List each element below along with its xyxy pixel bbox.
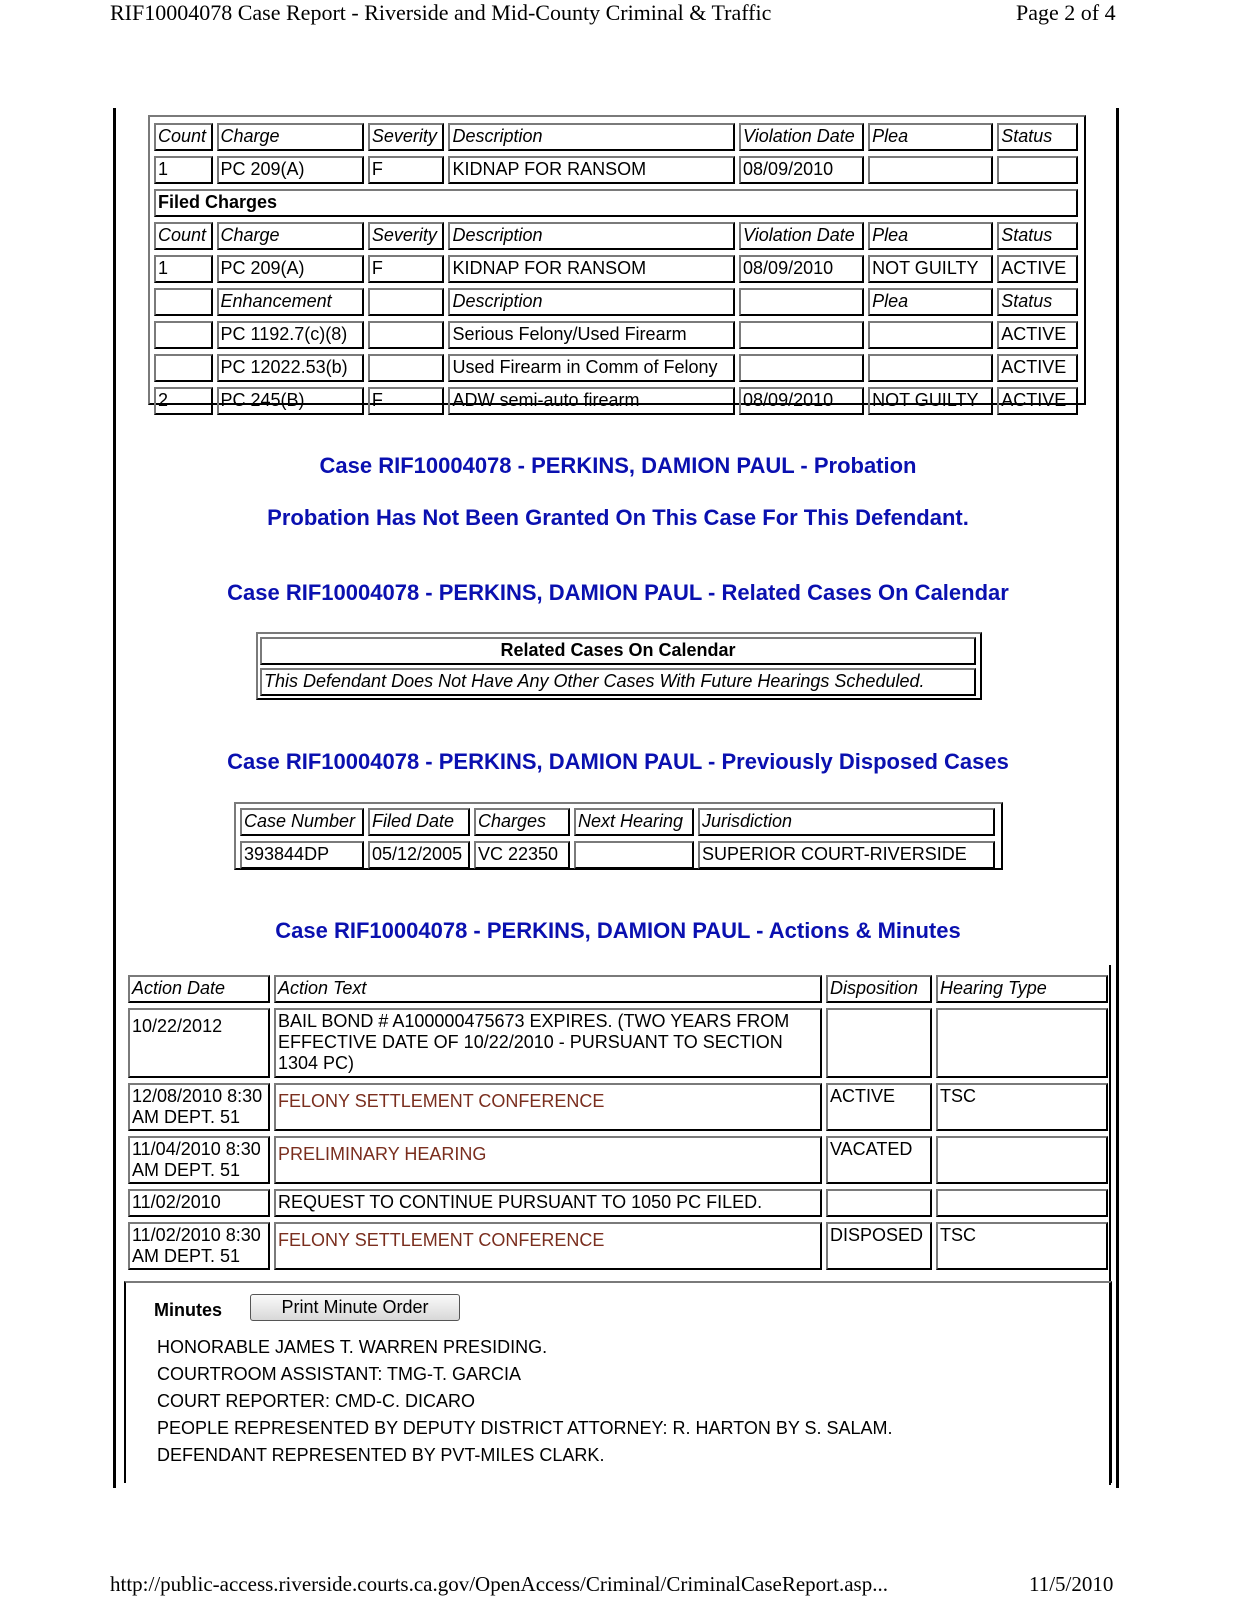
col-case-number: Case Number (240, 808, 364, 836)
col-hearing-type: Hearing Type (936, 975, 1108, 1003)
cell (868, 156, 993, 184)
col-filed-date: Filed Date (368, 808, 470, 836)
right-frame-line (1116, 108, 1119, 1488)
action-disposition: DISPOSED (826, 1222, 932, 1270)
action-date: 11/02/2010 8:30 AM DEPT. 51 (128, 1222, 270, 1270)
col-severity: Severity (368, 123, 445, 151)
action-hearing-type (936, 1008, 1108, 1078)
cell: PC 12022.53(b) (217, 354, 364, 382)
filed-charges-label: Filed Charges (154, 189, 1078, 217)
cell (739, 354, 864, 382)
cell: NOT GUILTY (868, 387, 993, 415)
cell: ADW semi-auto firearm (448, 387, 735, 415)
related-header-row (260, 637, 976, 665)
related-table-header: Related Cases On Calendar (260, 637, 976, 665)
cell (368, 288, 445, 316)
cell: PC 209(A) (217, 156, 364, 184)
related-message-row (260, 668, 976, 696)
probation-message: Probation Has Not Been Granted On This Case For This Defendant. (267, 505, 969, 530)
footer-date: 11/5/2010 (1029, 1572, 1114, 1596)
cell: Plea (868, 288, 993, 316)
cell: 05/12/2005 (368, 841, 470, 869)
col-charges: Charges (474, 808, 570, 836)
cell: 393844DP (240, 841, 364, 869)
action-date: 12/08/2010 8:30 AM DEPT. 51 (128, 1083, 270, 1131)
footer-url[interactable]: http://public-access.riverside.courts.ca.gov/OpenAccess/Criminal/CriminalCaseReport.asp... (110, 1572, 888, 1596)
col-count: Count (154, 222, 213, 250)
cell: F (368, 387, 445, 415)
cell: KIDNAP FOR RANSOM (448, 156, 735, 184)
col-charge: Charge (217, 123, 364, 151)
charges-table (150, 118, 1082, 420)
action-disposition: ACTIVE (826, 1083, 932, 1131)
cell: F (368, 156, 445, 184)
actions-heading: Case RIF10004078 - PERKINS, DAMION PAUL - Actions & Minutes (275, 918, 961, 943)
action-disposition (826, 1189, 932, 1217)
cell: Serious Felony/Used Firearm (448, 321, 735, 349)
cell: PC 1192.7(c)(8) (217, 321, 364, 349)
col-violation-date: Violation Date (739, 222, 864, 250)
disposed-header-row (240, 808, 995, 836)
col-description: Description (448, 123, 735, 151)
cell: Enhancement (217, 288, 364, 316)
cell: Status (997, 288, 1078, 316)
cell: VC 22350 (474, 841, 570, 869)
cell (868, 354, 993, 382)
filed-charges-row (154, 189, 1078, 217)
cell: ACTIVE (997, 354, 1078, 382)
col-violation-date: Violation Date (739, 123, 864, 151)
col-charge: Charge (217, 222, 364, 250)
minutes-label: Minutes (154, 1300, 223, 1320)
related-cases-heading: Case RIF10004078 - PERKINS, DAMION PAUL - Related Cases On Calendar (227, 580, 1009, 605)
page-number: Page 2 of 4 (1016, 0, 1116, 25)
cell: 1 (154, 255, 213, 283)
table-row[interactable] (128, 1083, 1108, 1131)
left-frame-line (113, 108, 116, 1488)
col-count: Count (154, 123, 213, 151)
print-minute-order-button[interactable]: Print Minute Order (250, 1294, 460, 1321)
cell: ACTIVE (997, 255, 1078, 283)
cell (154, 354, 213, 382)
col-action-text: Action Text (274, 975, 822, 1003)
col-plea: Plea (868, 222, 993, 250)
col-jurisdiction: Jurisdiction (698, 808, 995, 836)
table-row (154, 354, 1078, 382)
cell: F (368, 255, 445, 283)
table-row (128, 1008, 1108, 1078)
col-status: Status (997, 222, 1078, 250)
cell: 08/09/2010 (739, 156, 864, 184)
cell: ACTIVE (997, 387, 1078, 415)
minute-line: COURT REPORTER: CMD-C. DICARO (157, 1391, 476, 1411)
charges-header-row (154, 123, 1078, 151)
action-text: REQUEST TO CONTINUE PURSUANT TO 1050 PC FILED. (274, 1189, 822, 1217)
table-row[interactable] (128, 1136, 1108, 1184)
action-text-link[interactable]: FELONY SETTLEMENT CONFERENCE (274, 1083, 822, 1131)
col-status: Status (997, 123, 1078, 151)
action-date: 10/22/2012 (128, 1008, 270, 1078)
action-hearing-type (936, 1136, 1108, 1184)
cell: PC 209(A) (217, 255, 364, 283)
cell: KIDNAP FOR RANSOM (448, 255, 735, 283)
cell: NOT GUILTY (868, 255, 993, 283)
cell: SUPERIOR COURT-RIVERSIDE (698, 841, 995, 869)
action-hearing-type: TSC (936, 1222, 1108, 1270)
actions-table (124, 970, 1112, 1275)
minute-line: PEOPLE REPRESENTED BY DEPUTY DISTRICT ATTORNEY: R. HARTON BY S. SALAM. (157, 1418, 893, 1438)
probation-heading: Case RIF10004078 - PERKINS, DAMION PAUL - Probation (319, 453, 917, 478)
action-disposition: VACATED (826, 1136, 932, 1184)
action-hearing-type (936, 1189, 1108, 1217)
col-plea: Plea (868, 123, 993, 151)
cell: Used Firearm in Comm of Felony (448, 354, 735, 382)
col-description: Description (448, 222, 735, 250)
cell (154, 321, 213, 349)
document-title: RIF10004078 Case Report - Riverside and Mid-County Criminal & Traffic (110, 0, 772, 25)
cell: PC 245(B) (217, 387, 364, 415)
disposed-cases-heading: Case RIF10004078 - PERKINS, DAMION PAUL - Previously Disposed Cases (227, 749, 1009, 774)
action-disposition (826, 1008, 932, 1078)
filed-header-row (154, 222, 1078, 250)
related-cases-table (258, 634, 978, 699)
cell: 1 (154, 156, 213, 184)
cell: 08/09/2010 (739, 387, 864, 415)
cell (154, 288, 213, 316)
action-date: 11/02/2010 (128, 1189, 270, 1217)
cell (368, 321, 445, 349)
enhancement-header-row (154, 288, 1078, 316)
cell: 08/09/2010 (739, 255, 864, 283)
cell: Description (448, 288, 735, 316)
cell (868, 321, 993, 349)
table-row (240, 841, 995, 869)
table-row (154, 255, 1078, 283)
col-severity: Severity (368, 222, 445, 250)
minute-line: HONORABLE JAMES T. WARREN PRESIDING. (157, 1337, 548, 1357)
cell (739, 288, 864, 316)
col-disposition: Disposition (826, 975, 932, 1003)
action-text-link[interactable]: PRELIMINARY HEARING (274, 1136, 822, 1184)
col-action-date: Action Date (128, 975, 270, 1003)
table-row (154, 387, 1078, 415)
action-hearing-type: TSC (936, 1083, 1108, 1131)
actions-header-row (128, 975, 1108, 1003)
table-row (128, 1189, 1108, 1217)
table-row[interactable] (128, 1222, 1108, 1270)
action-text: BAIL BOND # A100000475673 EXPIRES. (TWO YEARS FROM EFFECTIVE DATE OF 10/22/2010 - PURSUANT TO SECTION 1304 PC) (274, 1008, 822, 1078)
related-message: This Defendant Does Not Have Any Other Cases With Future Hearings Scheduled. (260, 668, 976, 696)
action-text-link[interactable]: FELONY SETTLEMENT CONFERENCE (274, 1222, 822, 1270)
table-row (154, 156, 1078, 184)
cell (997, 156, 1078, 184)
disposed-cases-table (236, 803, 999, 874)
table-row (154, 321, 1078, 349)
minute-line: COURTROOM ASSISTANT: TMG-T. GARCIA (157, 1364, 522, 1384)
cell (368, 354, 445, 382)
col-next-hearing: Next Hearing (574, 808, 694, 836)
cell: ACTIVE (997, 321, 1078, 349)
minute-line: DEFENDANT REPRESENTED BY PVT-MILES CLARK. (157, 1445, 605, 1465)
action-date: 11/04/2010 8:30 AM DEPT. 51 (128, 1136, 270, 1184)
cell: 2 (154, 387, 213, 415)
cell (574, 841, 694, 869)
cell (739, 321, 864, 349)
